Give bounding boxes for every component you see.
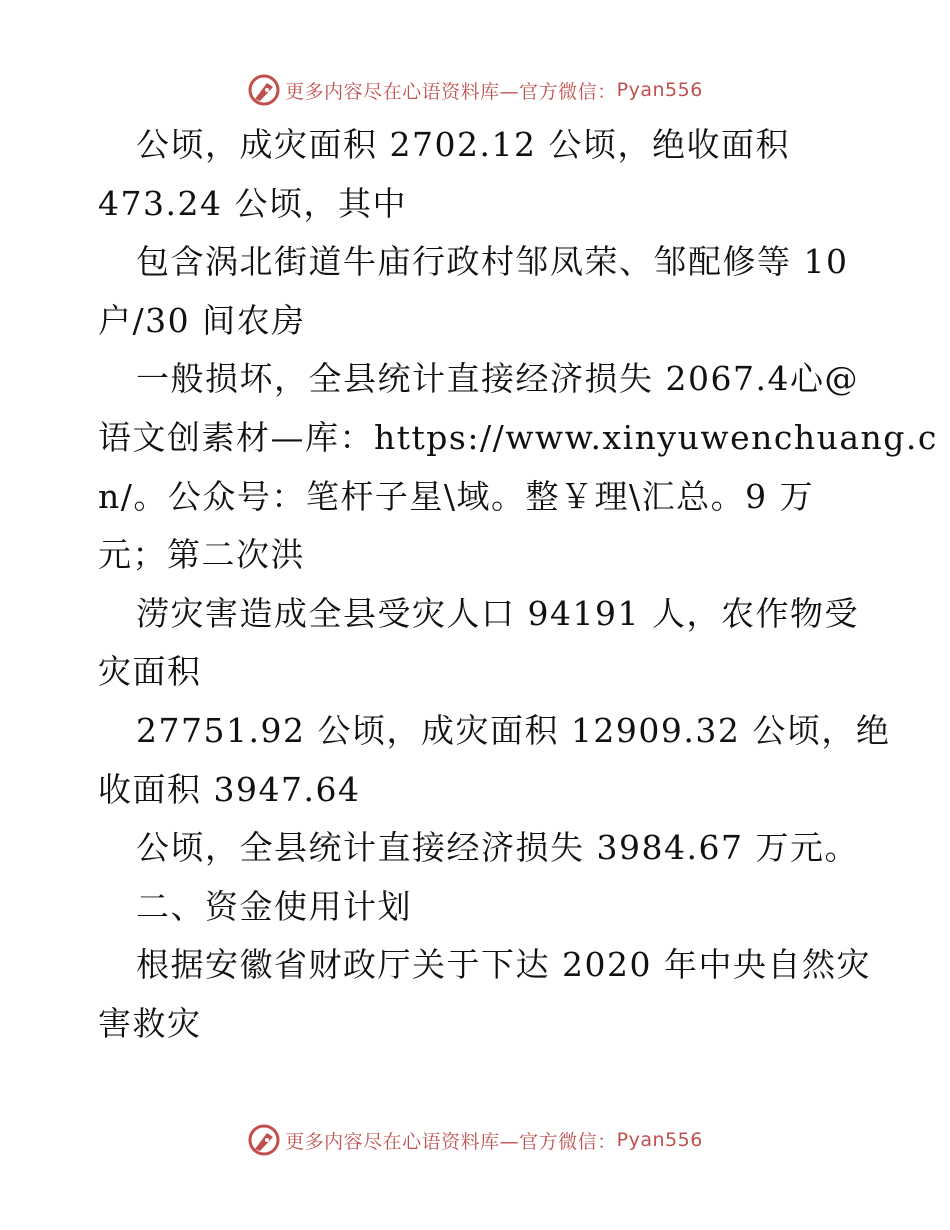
body-line: 收面积 3947.64 <box>98 769 361 809</box>
body-line: 公顷，全县统计直接经济损失 3984.67 万元。 <box>136 828 859 868</box>
body-line: 涝灾害造成全县受灾人口 94191 人，农作物受 <box>136 593 859 633</box>
body-line: 元；第二次洪 <box>98 535 305 575</box>
section-heading: 二、资金使用计划 <box>136 886 412 926</box>
body-line: 害救灾 <box>98 1003 202 1043</box>
document-body <box>98 116 938 1054</box>
watermark-text: 更多内容尽在心语资料库—官方微信： <box>285 1130 617 1153</box>
body-line: 户/30 间农房 <box>98 300 306 340</box>
body-line: 27751.92 公顷，成灾面积 12909.32 公顷，绝 <box>136 710 891 750</box>
body-line: 公顷，成灾面积 2702.12 公顷，绝收面积 <box>136 125 790 164</box>
pen-nib-logo-icon <box>247 73 281 107</box>
watermark-text: 更多内容尽在心语资料库—官方微信： <box>285 80 617 103</box>
header-watermark <box>0 70 950 110</box>
watermark-wechat-id: Pyan556 <box>616 1129 703 1151</box>
body-line: 一般损坏，全县统计直接经济损失 2067.4心@ <box>136 359 859 399</box>
body-line: 语文创素材—库：https://www.xinyuwenchuang.c <box>98 417 938 457</box>
footer-watermark <box>0 1120 950 1160</box>
watermark-wechat-id: Pyan556 <box>616 79 703 101</box>
pen-nib-logo-icon <box>247 1123 281 1157</box>
body-line: 包含涡北街道牛庙行政村邹凤荣、邹配修等 10 <box>136 242 849 282</box>
body-line: 灾面积 <box>98 652 202 692</box>
body-line: 根据安徽省财政厅关于下达 2020 年中央自然灾 <box>136 945 871 985</box>
body-line: n/。公众号：笔杆子星\域。整￥理\汇总。9 万 <box>98 476 815 516</box>
body-line: 473.24 公顷，其中 <box>98 183 407 223</box>
